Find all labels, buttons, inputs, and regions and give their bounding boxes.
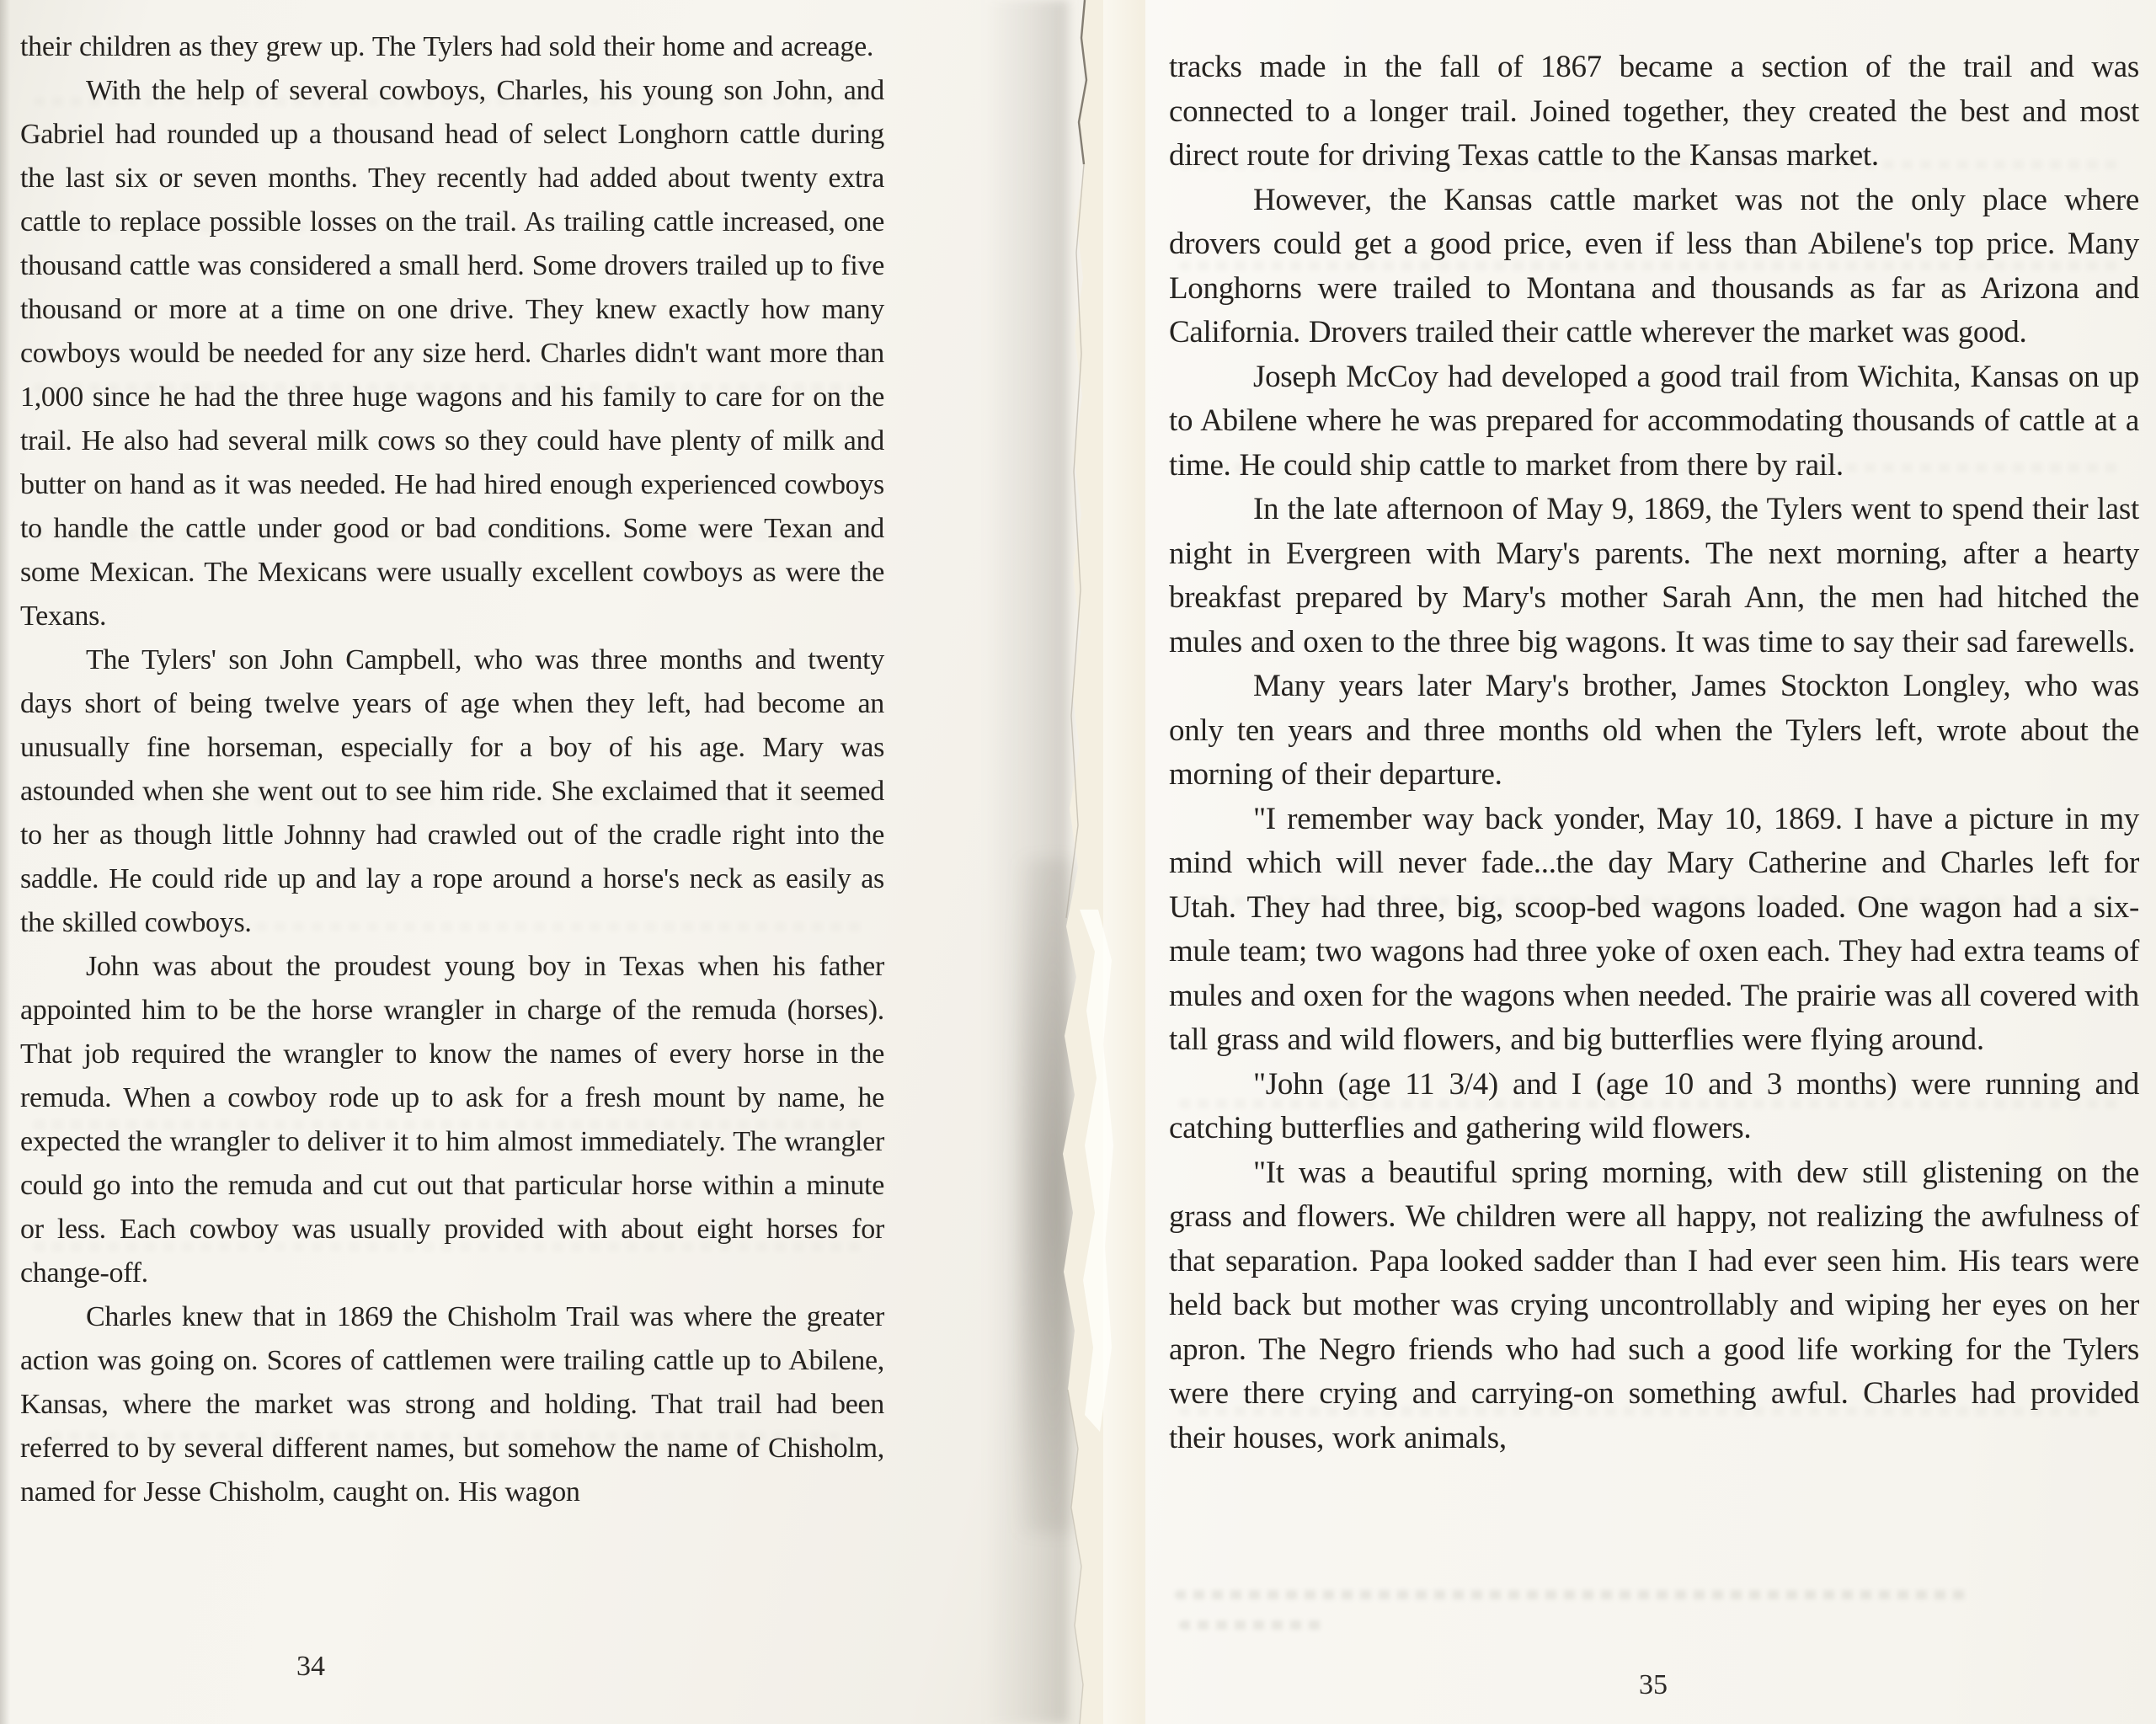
bleed-through-text [1179,1620,1326,1630]
bleed-through-text [1175,1590,1967,1599]
paragraph: Charles knew that in 1869 the Chisholm Trail was where the greater action was going on. Scores of cattlemen were trailing cattle up to Abilene, Kansas, where the market was strong and holding. That trail had been referred to by several different names, but somehow the name of Chisholm, named for Jesse Chisholm, caught on. His wagon [20,1301,884,1508]
bleed-through-text [1179,261,2122,270]
paragraph: "John (age 11 3/4) and I (age 10 and 3 months) were running and catching butterflies and gathering wild flowers. [1169,1066,2139,1145]
paragraph: However, the Kansas cattle market was not the only place where drovers could get a good price, even if less than Abilene's top price. Many Longhorns were trailed to Montana and thousands as far as Arizona and California. Drovers trailed their cattle wherever the market was good. [1169,182,2139,350]
bleed-through-text [34,223,867,232]
scan-edge-shadow [0,0,10,1724]
paragraph: John was about the proudest young boy in Texas when his father appointed him to be the horse wrangler in charge of the remuda (horses). That job required the wrangler to know the names of every horse in the remuda. When a cowboy rode up to ask for a fresh mount by name, he expected the wrangler to deliver it to him almost immediately. The wrangler could go into the remuda and cut out that particular horse within a minute or less. Each cowboy was usually provided with about eight horses for change-off. [20,951,884,1289]
left-page-text [20,25,884,1514]
paragraph: their children as they grew up. The Tylers had sold their home and acreage. [20,31,874,62]
paragraph: With the help of several cowboys, Charles, his young son John, and Gabriel had rounded up a thousand head of select Longhorn cattle during the last six or seven months. They recently had added about twenty extra cattle to replace possible losses on the trail. As trailing cattle increased, one thousand cattle was considered a small herd. Some drovers trailed up to five thousand or more at a time on one drive. They knew exactly how many cowboys would be needed for any size herd. Charles didn't want more than 1,000 since he had the three huge wagons and his family to care for on the trail. He also had several milk cows so they could have plenty of milk and butter on hand as it was needed. He had hired enough experienced cowboys to handle the cattle under good or bad conditions. Some were Texan and some Mexican. The Mexicans were usually excellent cowboys as were the Texans. [20,75,884,632]
right-page-text [1169,45,2139,1460]
bleed-through-text [34,383,867,392]
bleed-through-text [34,796,867,805]
paragraph: Many years later Mary's brother, James Stockton Longley, who was only ten years and three months old when the Tylers left, wrote about the morning of their departure. [1169,669,2139,792]
paragraph: The Tylers' son John Campbell, who was three months and twenty days short of being twelve years of age when they left, had become an unusually fine horseman, especially for a boy of his age. Mary was astounded when she went out to see him ride. She exclaimed that it seemed to her as though little Johnny had crawled out of the cradle right into the saddle. He could ride up and lay a rope around a horse's neck as easily as the skilled cowboys. [20,644,884,938]
bleed-through-text [1179,897,2105,906]
paragraph: "It was a beautiful spring morning, with dew still glistening on the grass and flowers. We children were all happy, not realizing the awfulness of that separation. Papa looked sadder than I had ever seen him. His tears were held back but mother was crying uncontrollably and wiping her eyes on her apron. The Negro friends who had such a good life working for the Tylers were there crying and carrying-on something awful. Charles had provided their houses, work animals, [1169,1155,2139,1455]
bleed-through-text [34,97,859,106]
bleed-through-text [1179,1406,2105,1416]
bleed-through-text [1179,160,2122,169]
bleed-through-text [1179,463,2122,472]
paragraph: tracks made in the fall of 1867 became a section of the trail and was connected to a longer trail. Joined together, they created the best and most direct route for driving Texas cattle to the Kansas market. [1169,50,2139,173]
paragraph: "I remember way back yonder, May 10, 1869. I have a picture in my mind which will never fade...the day Mary Catherine and Charles left for Utah. They had three, big, scoop-bed wagons loaded. One wagon had a six-mule team; two wagons had three yoke of oxen each. They had extra teams of mules and oxen for the wagons when needed. The prairie was all covered with tall grass and wild flowers, and big butterflies were flying around. [1169,801,2139,1057]
paragraph: Joseph McCoy had developed a good trail from Wichita, Kansas on up to Abilene where he was prepared for accommodating thousands of cattle at a time. He could ship cattle to market from there by rail. [1169,359,2139,483]
gutter-highlight [1103,0,1142,1724]
bleed-through-text [34,922,863,931]
page-number-right: 35 [1639,1669,1668,1700]
paragraph: In the late afternoon of May 9, 1869, the Tylers went to spend their last night in Evergreen with Mary's parents. The next morning, after a hearty breakfast prepared by Mary's mother Sarah Ann, the men had hitched the mules and oxen to the three big wagons. It was time to say their sad farewells. [1169,492,2139,659]
bleed-through-text [34,531,863,540]
bleed-through-text [51,1432,851,1441]
bleed-through-text [34,1242,863,1252]
bleed-through-text [1179,1099,2122,1108]
page-number-left: 34 [296,1651,325,1682]
bleed-through-text [34,1120,867,1129]
